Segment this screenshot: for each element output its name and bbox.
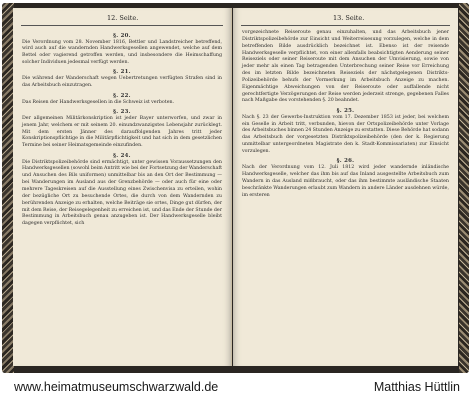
- section-text: Die Distriktspolizeibehörde sind ermächtigt, unter gewissen Voraussetzungen den Handwerksgesellen (sowohl beim Antritt wie bei der Fortsetzung der Wanderschaft und Ansuchen des Bils uniformen) unmittelbar bis an den Ort der Bestimmung — bei Wanderungen im Ausland aus der Grenzbehörde — oder auch für eine oder mehrere Tageskreisen auf die Ausstellung eines Zwischenvisa zu erteilen, wohin der bezügliche Ort zu besuchende Ortes, die durch von dem Wandernden zu berührenden Anzeige zu erhalten, welche Beiträge sie ortes, Dinge gut dürfen, der mit dem Reise, der Reisegelegenheit zu erreichen ist, und das Ende der Stunde der Bestimmung in Arbeitsbuch genau anzugeben ist. Der Handwerksgeselle bleibt dagegen verpflichtet, sich: [22, 159, 222, 227]
- section-text: Nach §. 23 der Gewerbs-Instruktion vom 17. Dezember 1853 ist jeder, bei welchem ein Geselle in Arbeit tritt, verbunden, hievon der Ortspolizeibehörde unter Vorlage des Arbeitsbuches binnen 24 Stunden Anzeige zu erstatten. Diese Behörde hat sodann das Arbeitsbuch der vorgesetzten Distriktspolizeibehörde (den der k. Regierung unmittelbar untergeordneten Magistrate den k. Stadt-Kommissariaten) zur Einsicht vorzulegen.: [242, 114, 449, 154]
- left-page-content: [13, 26, 231, 228]
- right-page-content: [233, 26, 458, 200]
- continued-text: vorgezeichnete Reiseroute genau einzuhalten, und das Arbeitsbuch jener Distriktspolizeibehörde zur Einsicht und Weiterreisesung vorzulegen, welche in dem betreffenden Bilde ausdrücklich bezeichnet ist. Ebenso ist der reisende Handwerksgeselle verpflichtet, von einer allenfalls beabsichtigten Aenderung seiner Reiseziels oder seiner Reiseroute mit dem Ansuchen der Umvisierung, sowie von jeder mehr als einen Tag betragenden Unterbrechung seiner Reise vor Erreichung des im letzten Bilde bezeichneten Reiseziels der nächstgelegenen Distrikts-Polizeibehörde behufs der Vormerkung im Arbeitsbuch Anzeige zu machen. Eigenmächtige Abweichungen von der Reiseroute oder auffallende nicht gerechtfertigte Verzögerungen der Reise werden jederzeit strenge, gegebenen Falles nach Maßgabe des vorstehenden §. 20 beahndet.: [242, 30, 449, 104]
- marbled-edge-right: [459, 3, 469, 373]
- section-text: Das Reisen der Handwerksgesellen in die Schweiz ist verboten.: [22, 99, 175, 105]
- section-title: §. 22.: [113, 92, 131, 99]
- section-title: §. 24.: [113, 152, 131, 159]
- section-title: §. 26.: [336, 158, 355, 165]
- section-title: §. 25.: [336, 107, 355, 114]
- section-text: Die während der Wanderschaft wegen Uebertretungen verfügten Strafen sind in das Arbeitsbuch einzutragen.: [22, 76, 222, 89]
- author-credit: Matthias Hüttlin: [373, 380, 460, 394]
- section-text: Nach der Verordnung vom 12. Juli 1812 wird jeder wandernde inländische Handwerksgeselle, welcher das ihm bis auf das Inland ausgestellte Arbeitsbuch zum Wandern in das Ausland mißbraucht, oder das ihm bestimmte ausländische Staaten beschränkte Wanderungen erlaubt zum Wandern in andere Länder ausdehnen würde, im ersteren: [242, 165, 449, 198]
- left-page: [13, 8, 232, 366]
- section-title: §. 20.: [113, 32, 131, 39]
- section-title: §. 23.: [113, 108, 131, 115]
- section-text: Der allgemeinen Militärkonskription ist jeder Bayer unterworfen, und zwar in jenem Jahr, welchem er mit seinem 20. einundzwanzigstes Lebensjahr zurücklegt. Mit dem ersten Jänner des darauffolgenden Jahres tritt jeder Konskriptionspflichtige in die Militärpflichtigkeit und hat sich in dem gesetzlichen Termine bei seiner Heimatsgemeinde einzufinden.: [22, 115, 222, 149]
- right-page-header: 13. Seite.: [241, 14, 450, 26]
- website-link[interactable]: www.heimatmuseumschwarzwald.de: [14, 380, 219, 394]
- left-page-header: 12. Seite.: [21, 14, 223, 26]
- right-page: [233, 8, 458, 366]
- section-title: §. 21.: [113, 69, 131, 76]
- section-text: Die Verordnung vom 28. November 1816, Bettler und Landstreicher betreffend, wird auch auf die wandernden Handwerksgesellen angewendet, welche auf dem Bettel oder vagierend getroffen werden, und insbesondere die Heimschaffung solcher Individuen jedesmal verfügt werden.: [22, 39, 222, 66]
